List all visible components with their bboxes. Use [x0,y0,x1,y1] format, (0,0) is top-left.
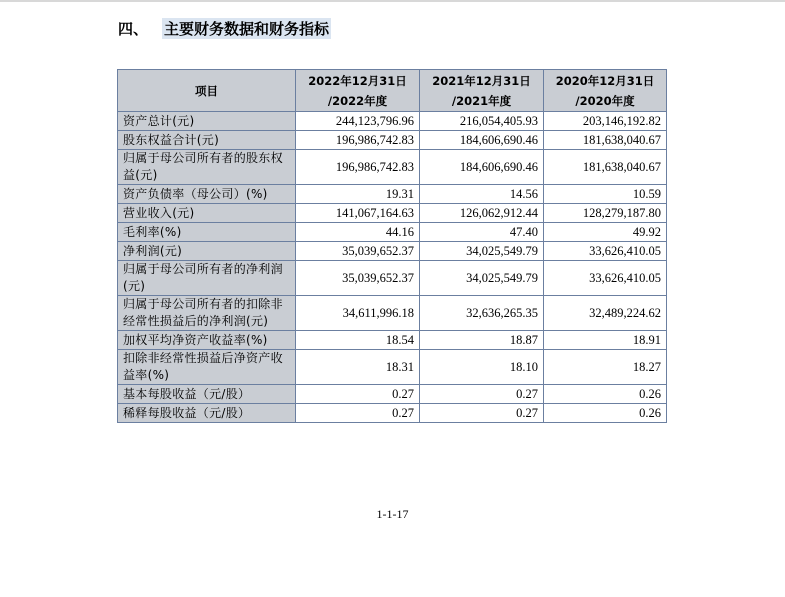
value-2020: 10.59 [544,185,667,204]
value-2022: 18.54 [296,331,420,350]
row-label: 毛利率(%) [118,223,296,242]
table-row [118,296,667,331]
value-2021: 216,054,405.93 [420,112,544,131]
value-2020: 49.92 [544,223,667,242]
value-2020: 181,638,040.67 [544,150,667,185]
table-row [118,204,667,223]
row-label: 稀释每股收益（元/股） [118,404,296,423]
value-2020: 33,626,410.05 [544,261,667,296]
value-2020: 18.27 [544,350,667,385]
top-border [0,0,785,2]
value-2022: 19.31 [296,185,420,204]
value-2021: 18.87 [420,331,544,350]
value-2022: 35,039,652.37 [296,242,420,261]
value-2022: 18.31 [296,350,420,385]
value-2021: 47.40 [420,223,544,242]
table-header-row [118,70,667,112]
section-number: 四、 [118,19,149,38]
value-2022: 44.16 [296,223,420,242]
value-2021: 14.56 [420,185,544,204]
header-2022-date: 2022年12月31日 [308,73,407,88]
table-row [118,185,667,204]
value-2021: 34,025,549.79 [420,242,544,261]
value-2020: 32,489,224.62 [544,296,667,331]
value-2020: 203,146,192.82 [544,112,667,131]
table-row [118,242,667,261]
value-2020: 128,279,187.80 [544,204,667,223]
table-row [118,223,667,242]
table-row [118,261,667,296]
value-2022: 35,039,652.37 [296,261,420,296]
row-label: 归属于母公司所有者的股东权益(元) [118,150,296,185]
value-2021: 184,606,690.46 [420,150,544,185]
row-label: 扣除非经常性损益后净资产收益率(%) [118,350,296,385]
header-2020-date: 2020年12月31日 [555,73,655,88]
value-2022: 0.27 [296,404,420,423]
value-2021: 184,606,690.46 [420,131,544,150]
value-2021: 0.27 [420,404,544,423]
row-label: 股东权益合计(元) [118,131,296,150]
table-row [118,331,667,350]
header-2020-year: /2020年度 [575,93,635,108]
row-label: 加权平均净资产收益率(%) [118,331,296,350]
header-2022 [296,70,420,112]
table-row [118,385,667,404]
value-2021: 32,636,265.35 [420,296,544,331]
value-2021: 18.10 [420,350,544,385]
table-row [118,404,667,423]
header-item: 项目 [118,70,296,112]
section-title: 主要财务数据和财务指标 [164,19,330,38]
value-2022: 141,067,164.63 [296,204,420,223]
table-row [118,350,667,385]
value-2022: 244,123,796.96 [296,112,420,131]
table-row [118,112,667,131]
row-label: 营业收入(元) [118,204,296,223]
value-2021: 0.27 [420,385,544,404]
row-label: 净利润(元) [118,242,296,261]
value-2020: 0.26 [544,404,667,423]
table-row [118,131,667,150]
row-label: 基本每股收益（元/股） [118,385,296,404]
value-2021: 126,062,912.44 [420,204,544,223]
value-2020: 18.91 [544,331,667,350]
section-heading [118,17,331,39]
header-2022-year: /2022年度 [327,93,388,108]
row-label: 归属于母公司所有者的扣除非经常性损益后的净利润(元) [118,296,296,331]
header-2021-date: 2021年12月31日 [432,73,531,88]
value-2022: 0.27 [296,385,420,404]
value-2020: 181,638,040.67 [544,131,667,150]
page-number: 1-1-17 [376,507,409,521]
value-2022: 196,986,742.83 [296,131,420,150]
value-2020: 0.26 [544,385,667,404]
value-2020: 33,626,410.05 [544,242,667,261]
row-label: 归属于母公司所有者的净利润(元) [118,261,296,296]
value-2022: 196,986,742.83 [296,150,420,185]
row-label: 资产负债率（母公司）(%) [118,185,296,204]
financial-table [117,69,667,423]
table-row [118,150,667,185]
header-2021-year: /2021年度 [451,93,512,108]
value-2022: 34,611,996.18 [296,296,420,331]
header-2021 [420,70,544,112]
value-2021: 34,025,549.79 [420,261,544,296]
header-2020 [544,70,667,112]
row-label: 资产总计(元) [118,112,296,131]
